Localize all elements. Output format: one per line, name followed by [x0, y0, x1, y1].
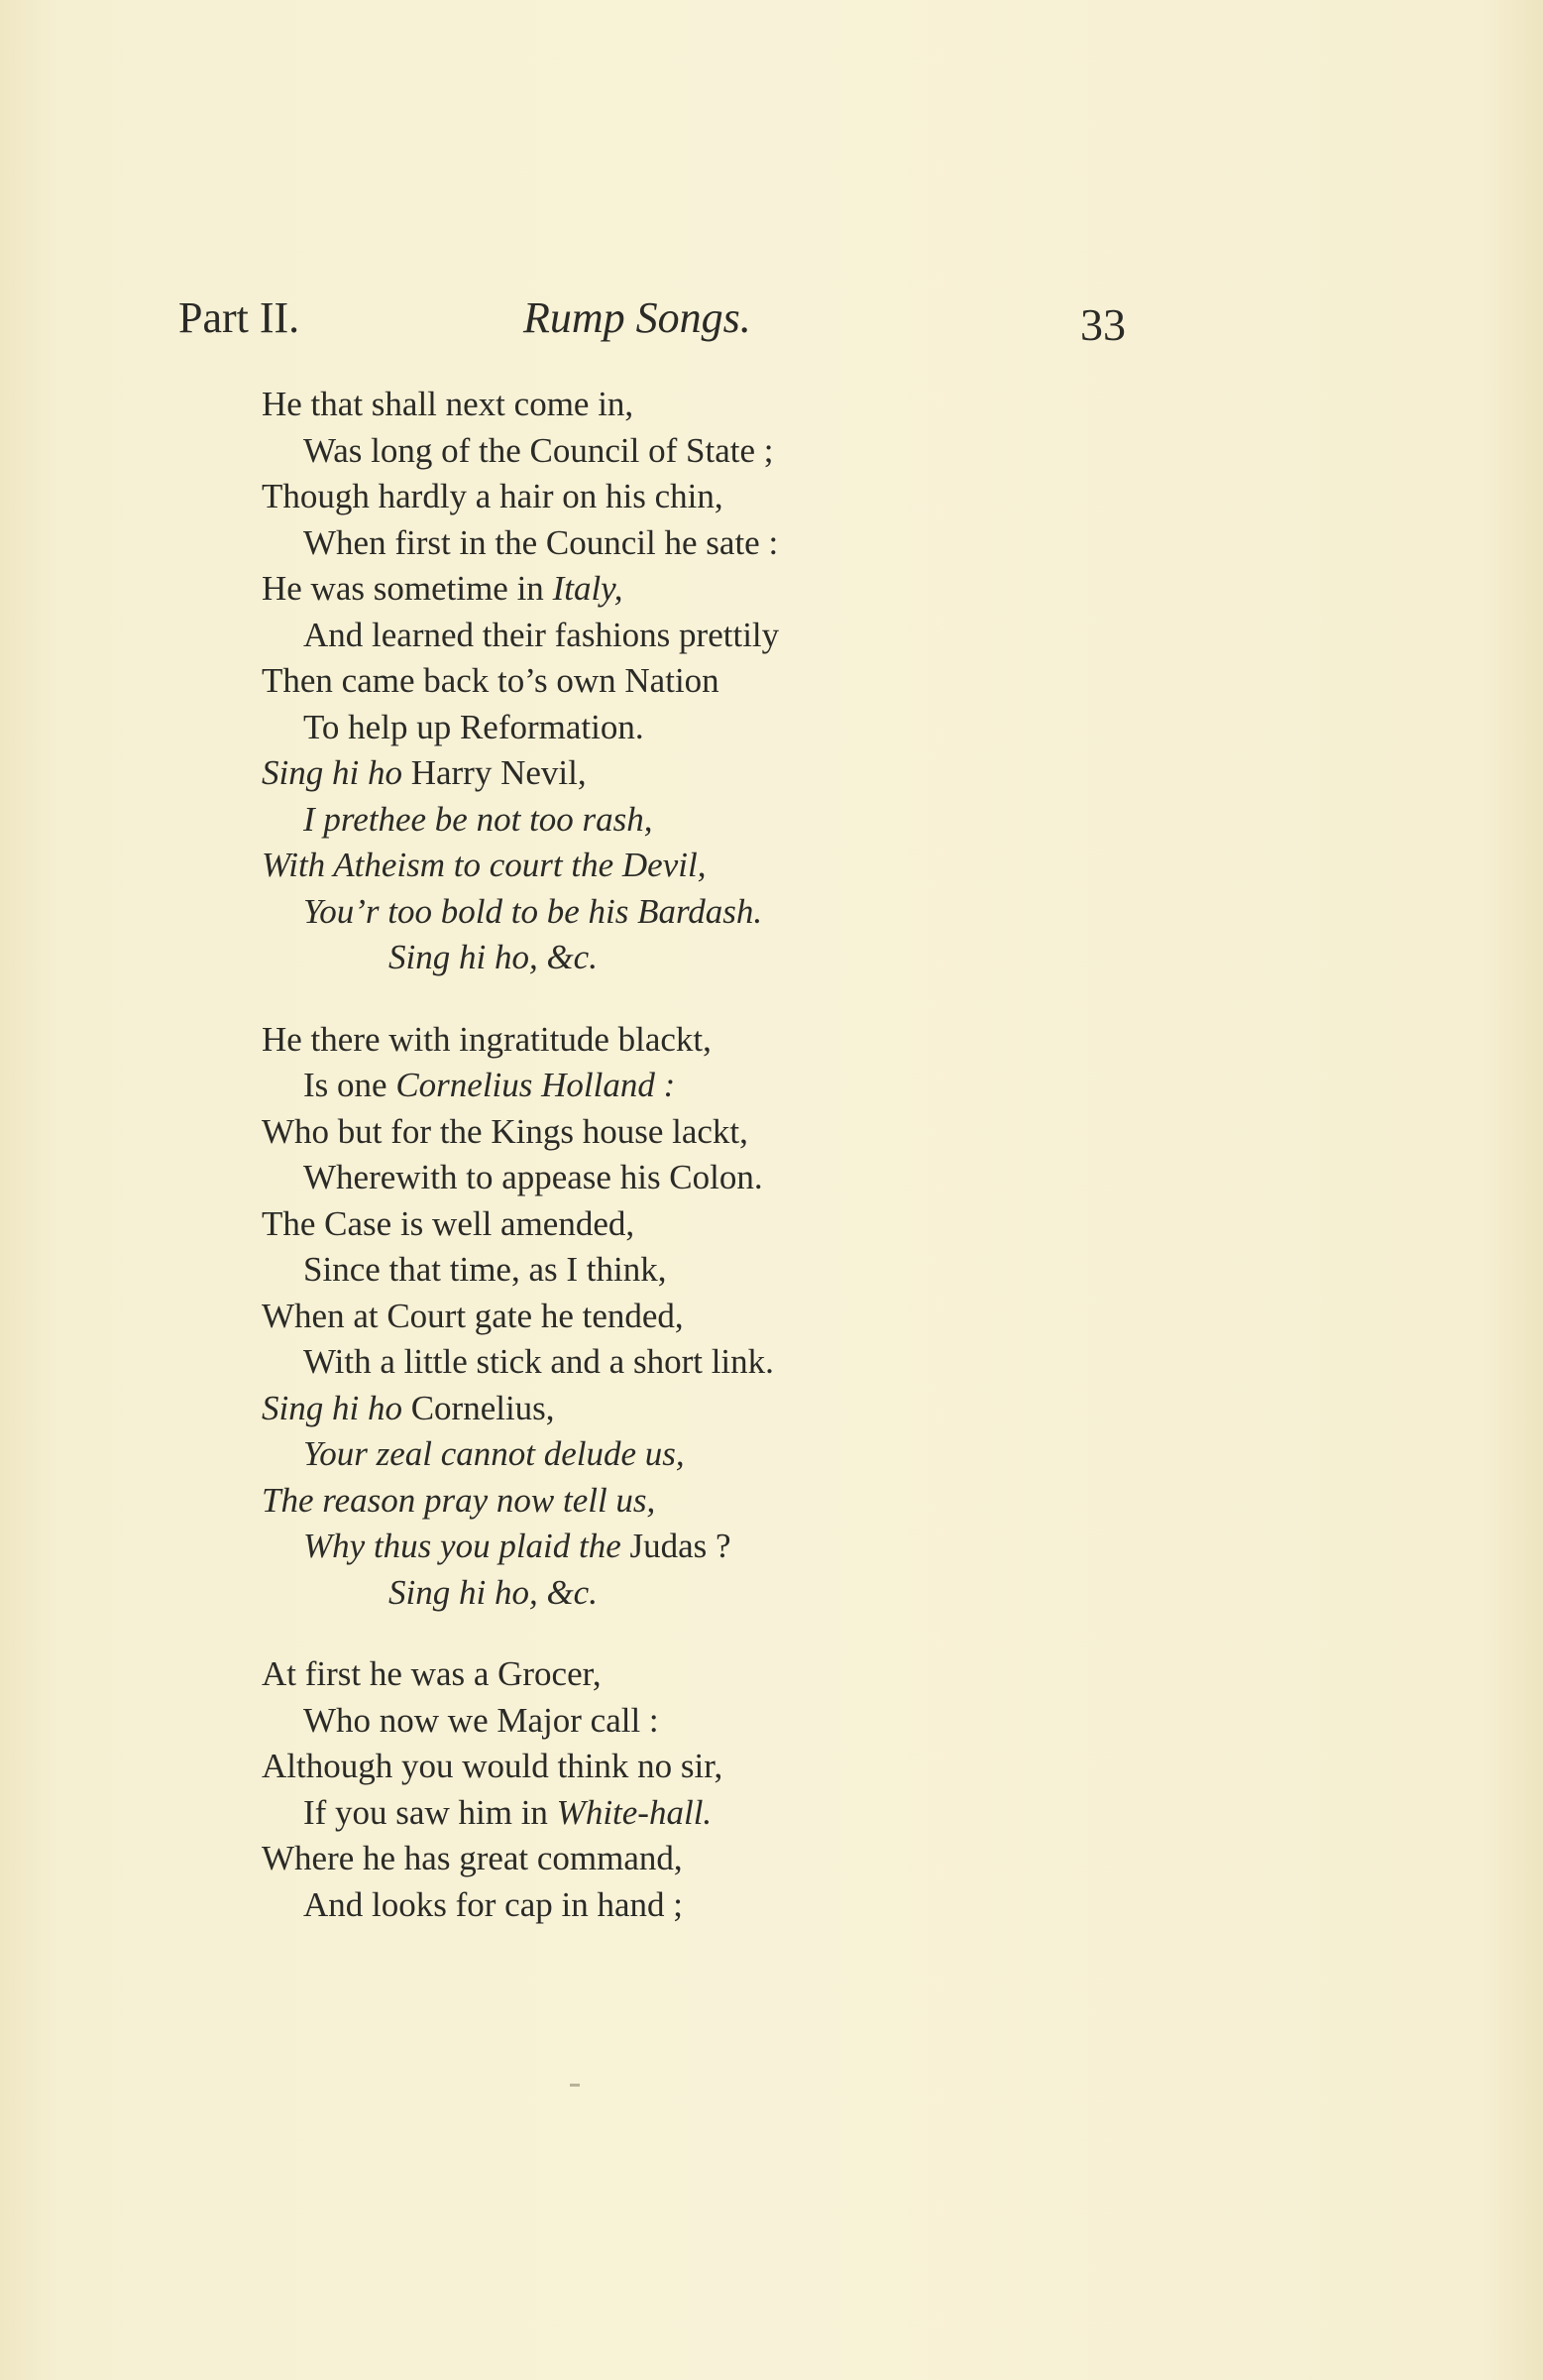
italic-text: Sing hi ho, &c.	[388, 938, 598, 976]
poem-line	[262, 1744, 1253, 1790]
roman-text: The Case is well amended,	[262, 1203, 635, 1243]
roman-text: Judas ?	[620, 1527, 731, 1565]
roman-text: He that shall next come in,	[262, 385, 634, 423]
italic-text: Why thus you plaid the	[303, 1527, 621, 1565]
poem-body	[262, 382, 1253, 1928]
roman-text: And looks for cap in hand ;	[303, 1884, 683, 1924]
poem-line	[262, 889, 1253, 936]
poem-line	[262, 1294, 1253, 1340]
stanza	[262, 1017, 1253, 1617]
italic-text: You’r too bold to be his Bardash.	[303, 891, 763, 931]
poem-line	[262, 428, 1253, 475]
poem-line	[262, 1109, 1253, 1156]
roman-text: At first he was a Grocer,	[262, 1654, 602, 1693]
italic-text: Cornelius Holland :	[395, 1066, 676, 1104]
roman-text: Although you would think no sir,	[262, 1747, 723, 1785]
page-mark	[570, 2084, 580, 2087]
running-title: Rump Songs.	[523, 293, 751, 342]
page-number: 33	[1080, 299, 1126, 350]
roman-text: He was sometime in	[262, 569, 553, 608]
poem-line	[262, 566, 1253, 613]
poem-line	[262, 935, 1253, 981]
poem-line	[262, 1882, 1253, 1929]
poem-line	[262, 1063, 1253, 1109]
roman-text: Who now we Major call :	[303, 1700, 659, 1740]
poem-line	[262, 474, 1253, 520]
poem-line	[262, 750, 1253, 797]
poem-line	[262, 1339, 1253, 1386]
poem-line	[262, 658, 1253, 705]
poem-line	[262, 1698, 1253, 1745]
poem-line	[262, 1651, 1253, 1698]
roman-text: Where he has great command,	[262, 1839, 683, 1877]
roman-text: When at Court gate he tended,	[262, 1296, 684, 1335]
poem-line	[262, 1790, 1253, 1837]
roman-text: Is one	[303, 1066, 396, 1104]
roman-text: With a little stick and a short link.	[303, 1342, 774, 1381]
roman-text: Though hardly a hair on his chin,	[262, 477, 723, 515]
poem-line	[262, 797, 1253, 844]
poem-line	[262, 1155, 1253, 1201]
part-label: Part II.	[178, 293, 300, 342]
italic-text: The reason pray now tell us,	[262, 1480, 656, 1520]
poem-line	[262, 520, 1253, 567]
poem-line	[262, 1431, 1253, 1478]
italic-text: Sing hi ho	[262, 753, 402, 792]
stanza	[262, 382, 1253, 981]
stanza	[262, 1651, 1253, 1928]
roman-text: If you saw him in	[303, 1792, 557, 1832]
poem-line	[262, 1247, 1253, 1294]
roman-text: Who but for the Kings house lackt,	[262, 1111, 748, 1151]
roman-text: Harry Nevil,	[401, 753, 587, 792]
poem-line	[262, 705, 1253, 751]
roman-text: To help up Reformation.	[303, 707, 644, 746]
poem-line	[262, 1017, 1253, 1064]
roman-text: Then came back to’s own Nation	[262, 661, 719, 700]
roman-text: He there with ingratitude blackt,	[262, 1019, 712, 1059]
roman-text: When first in the Council he sate :	[303, 522, 779, 562]
italic-text: Italy,	[552, 569, 623, 608]
poem-line	[262, 1478, 1253, 1525]
italic-text: I prethee be not too rash,	[303, 799, 653, 839]
running-header	[178, 283, 1169, 362]
poem-line	[262, 382, 1253, 428]
roman-text: Wherewith to appease his Colon.	[303, 1158, 763, 1196]
roman-text: And learned their fashions prettily	[303, 615, 780, 654]
poem-line	[262, 1570, 1253, 1617]
roman-text: Since that time, as I think,	[303, 1250, 667, 1289]
italic-text: With Atheism to court the Devil,	[262, 846, 707, 884]
italic-text: Sing hi ho, &c.	[388, 1572, 598, 1612]
poem-line	[262, 1836, 1253, 1882]
italic-text: Sing hi ho	[262, 1388, 402, 1427]
roman-text: Cornelius,	[401, 1388, 555, 1427]
roman-text: Was long of the Council of State ;	[303, 430, 774, 470]
poem-line	[262, 1201, 1253, 1248]
italic-text: White-hall.	[556, 1792, 713, 1832]
poem-line	[262, 843, 1253, 889]
poem-line	[262, 613, 1253, 659]
poem-line	[262, 1386, 1253, 1432]
poem-line	[262, 1524, 1253, 1570]
italic-text: Your zeal cannot delude us,	[303, 1434, 685, 1473]
